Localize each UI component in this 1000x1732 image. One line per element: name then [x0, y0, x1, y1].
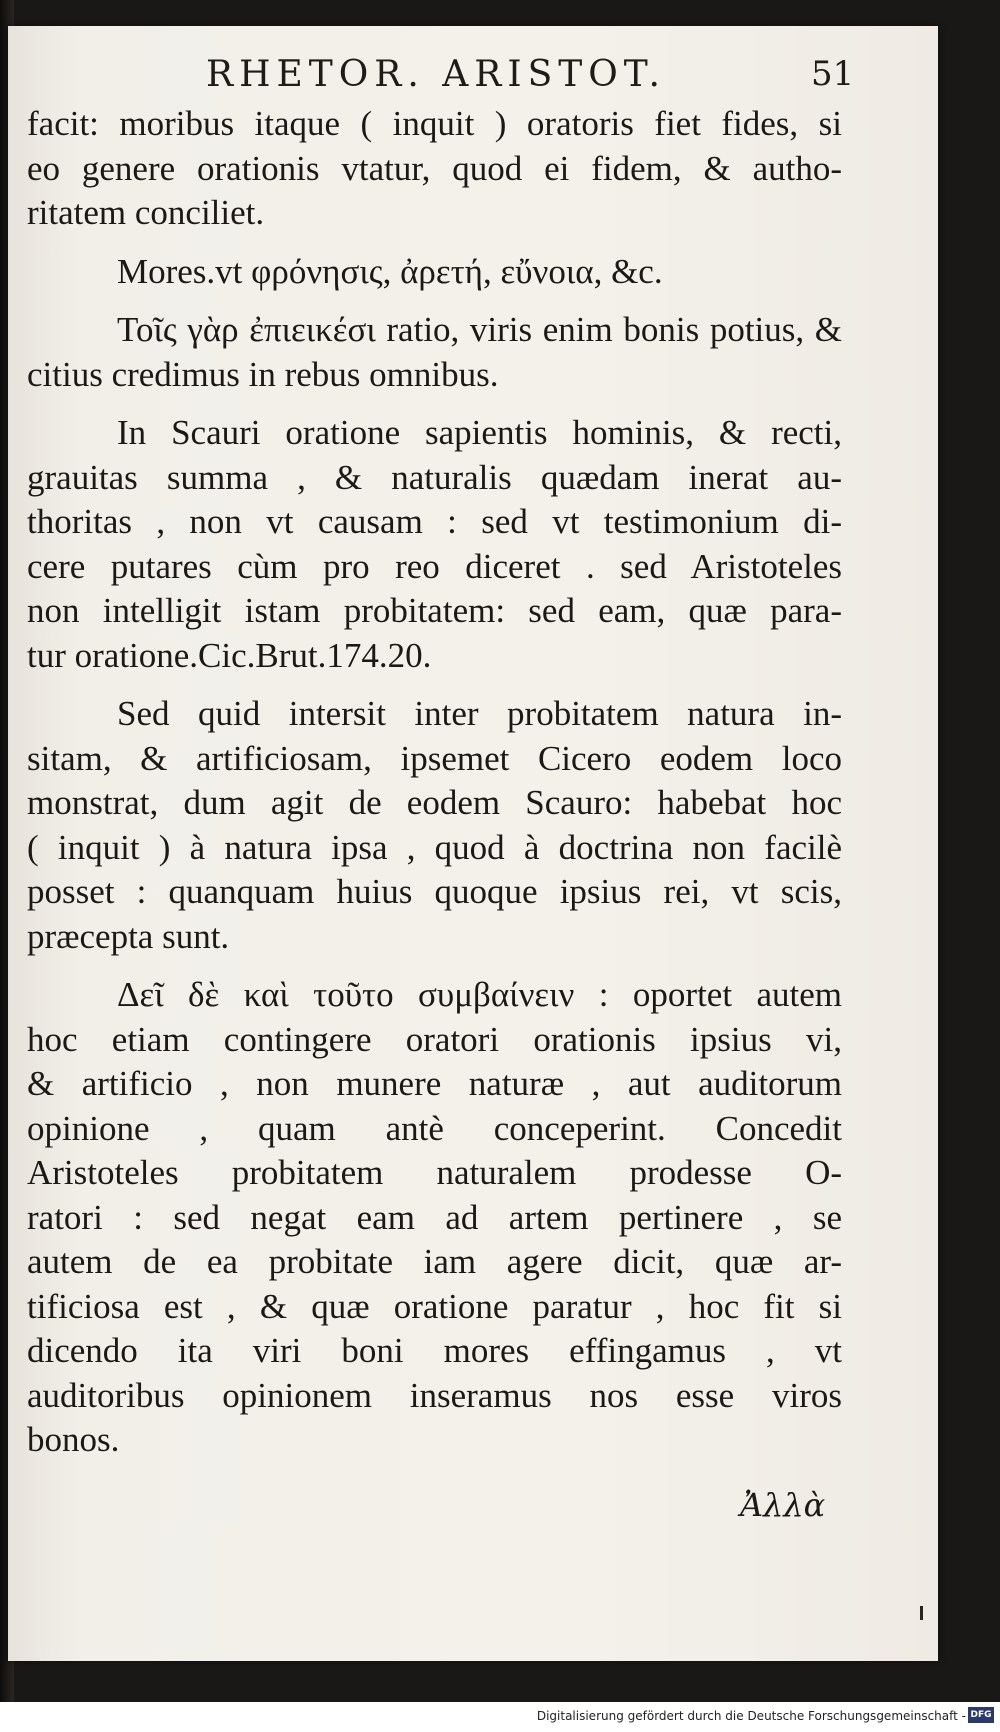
body-text: [27, 102, 842, 1463]
page-number: 51: [811, 54, 855, 94]
paragraph-gap: [27, 397, 842, 411]
text-line: tur oratione.Cic.Brut.174.20.: [27, 635, 432, 675]
text-line: non intelligit istam probitatem: sed eam, quæ para-: [27, 591, 842, 630]
text-line: In Scauri oratione sapientis hominis, & recti,: [117, 413, 842, 452]
paragraph-gap: [27, 294, 842, 308]
paragraph-gap: [27, 959, 842, 973]
text-line: autem de ea probitate iam agere dicit, quæ ar-: [27, 1242, 842, 1281]
text-line: opinione , quam antè conceperint. Concedit: [27, 1108, 842, 1148]
text-line: & artificio , non munere naturæ , aut auditorum: [27, 1064, 842, 1103]
text-line: auditoribus opinionem inseramus nos esse viros: [27, 1375, 842, 1415]
text-line: citius credimus in rebus omnibus.: [27, 354, 499, 394]
text-line: præcepta sunt.: [27, 916, 230, 956]
text-line: eo genere orationis vtatur, quod ei fidem, & autho-: [27, 148, 842, 188]
text-line: ritatem conciliet.: [27, 193, 265, 232]
paragraph-gap: [27, 236, 842, 250]
text-line: ratori : sed negat eam ad artem pertinere , se: [27, 1197, 842, 1237]
text-line: bonos.: [27, 1420, 120, 1459]
text-line: monstrat, dum agit de eodem Scauro: habebat hoc: [27, 783, 842, 822]
text-line: thoritas , non vt causam : sed vt testimonium di-: [27, 502, 842, 541]
text-line: tificiosa est , & quæ oratione paratur , hoc fit si: [27, 1286, 842, 1326]
dfg-logo: DFG: [968, 1707, 994, 1723]
running-head: RHETOR. ARISTOT.: [206, 54, 666, 95]
digitization-footer: [0, 1702, 1000, 1732]
text-line: cere putares cùm pro reo diceret . sed Aristoteles: [27, 546, 842, 586]
funding-credit: Digitalisierung gefördert durch die Deutsche Forschungsgemeinschaft -: [536, 1709, 966, 1723]
catchword: Ἀλλὰ: [740, 1486, 826, 1524]
text-line: Sed quid intersit inter probitatem natura in-: [117, 694, 842, 733]
text-line: ( inquit ) à natura ipsa , quod à doctrina non facilè: [27, 827, 842, 867]
paragraph-gap: [27, 678, 842, 692]
text-line: facit: moribus itaque ( inquit ) oratoris fiet fides, si: [27, 104, 842, 143]
text-line: posset : quanquam huius quoque ipsius rei, vt scis,: [27, 872, 842, 911]
text-line: Τοῖς γὰρ ἐπιεικέσι ratio, viris enim bonis potius, &: [117, 310, 842, 349]
text-line: hoc etiam contingere oratori orationis ipsius vi,: [27, 1019, 842, 1059]
margin-mark: [920, 1606, 923, 1620]
text-line: Aristoteles probitatem naturalem prodesse O-: [27, 1153, 842, 1192]
book-page: [8, 26, 938, 1661]
text-line: grauitas summa , & naturalis quædam inerat au-: [27, 457, 842, 497]
text-line: sitam, & artificiosam, ipsemet Cicero eodem loco: [27, 738, 842, 778]
text-line: Δεῖ δὲ καὶ τοῦτο συμβαίνειν : oportet autem: [117, 975, 842, 1014]
text-line: Mores.vt φρόνησις, ἀρετή, εὔνοια, &c.: [117, 251, 663, 291]
text-line: dicendo ita viri boni mores effingamus , vt: [27, 1331, 842, 1370]
